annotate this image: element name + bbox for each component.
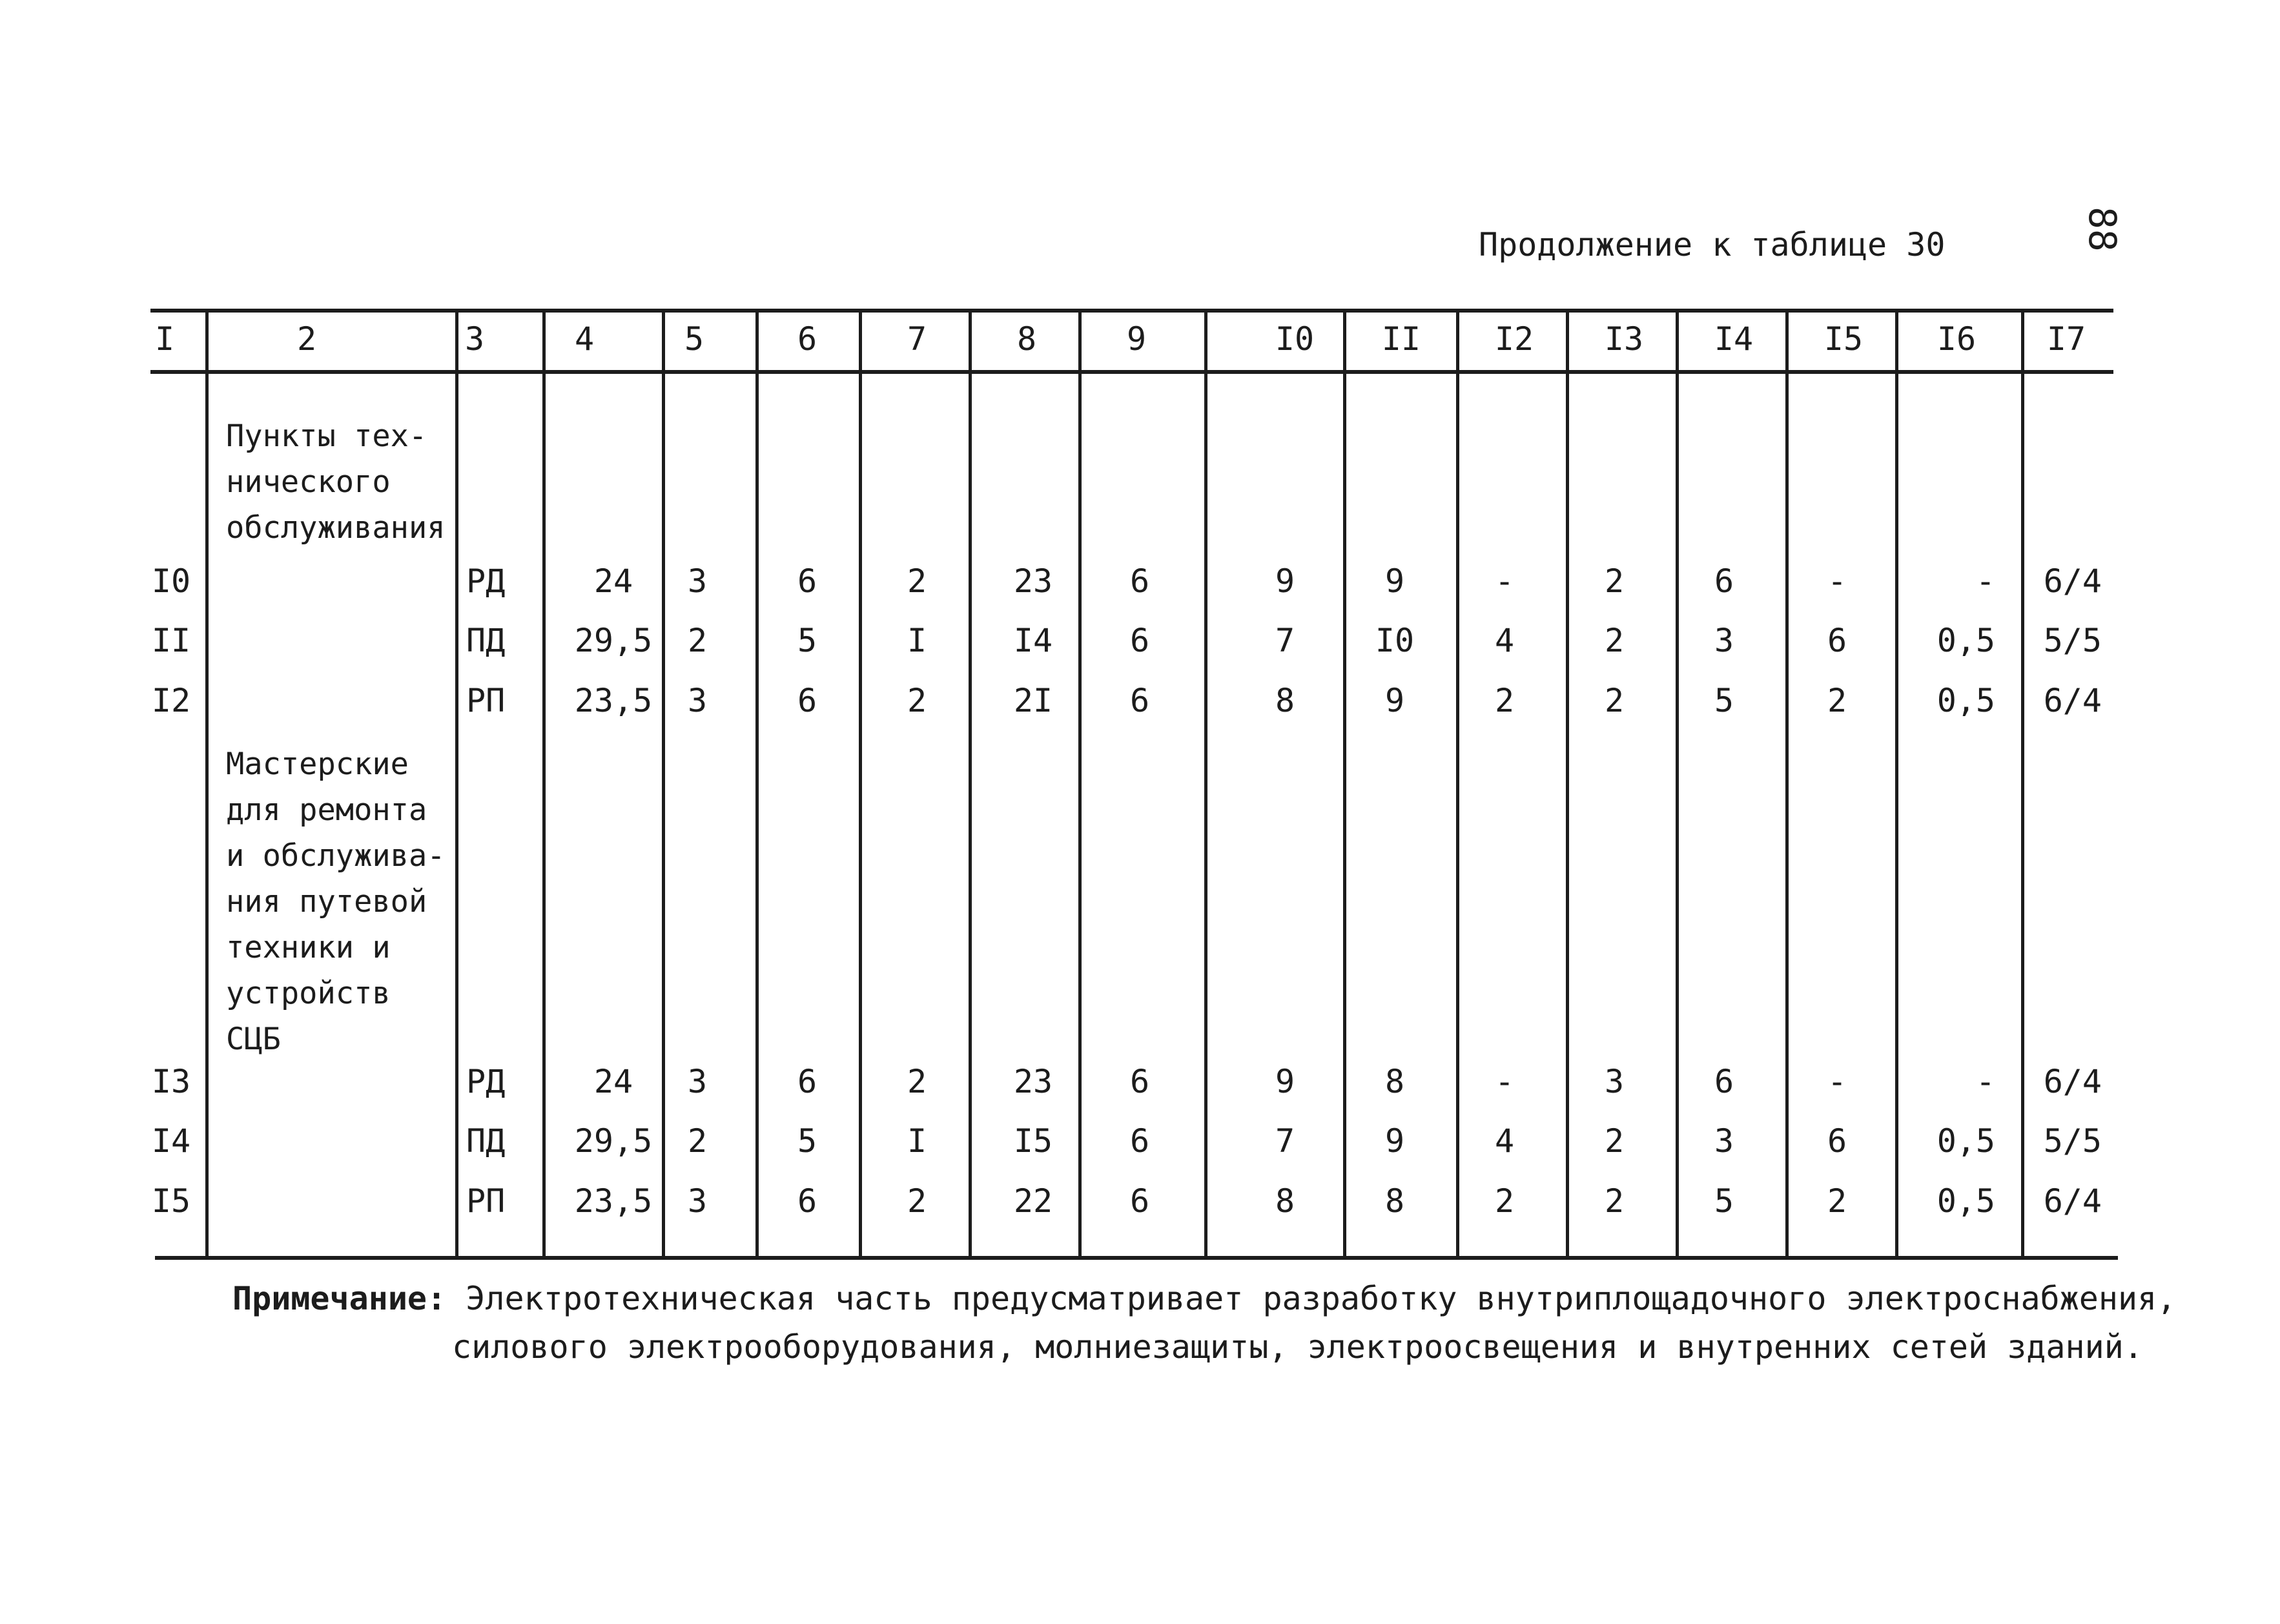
header-cell: II <box>1381 320 1421 358</box>
table-cell: 8 <box>1384 1063 1405 1100</box>
table-cell: 2 <box>1494 1182 1515 1220</box>
table-cell: 4 <box>1494 622 1515 659</box>
table-cell: 6 <box>797 562 817 600</box>
table-cell: 22 <box>1013 1182 1053 1220</box>
table-cell: 4 <box>1494 1122 1515 1160</box>
column-rule <box>542 313 546 1256</box>
table-cell: РП <box>466 682 506 719</box>
table-cell: I <box>907 622 927 659</box>
table-cell: I5 <box>1013 1122 1053 1160</box>
column-rule <box>2021 313 2024 1256</box>
table-cell: II <box>151 622 191 659</box>
table-cell: - <box>1827 562 1847 600</box>
header-cell: I4 <box>1714 320 1754 358</box>
header-cell: 6 <box>797 320 817 358</box>
table-cell: 9 <box>1275 562 1295 600</box>
note-line-1: Электротехническая часть предусматривает разработку внутриплощадочного электроснабжения, <box>466 1280 2177 1317</box>
table-cell: - <box>1494 1063 1515 1100</box>
table-cell: 8 <box>1275 682 1295 719</box>
table-cell: I3 <box>151 1063 191 1100</box>
table-cell: 3 <box>687 562 708 600</box>
table-cell: 3 <box>687 1063 708 1100</box>
table-cell: 6 <box>797 1182 817 1220</box>
table-cell: 6/4 <box>2043 1182 2102 1220</box>
table-cell: 5 <box>797 622 817 659</box>
table-cell: 9 <box>1384 682 1405 719</box>
table-cell: I4 <box>151 1122 191 1160</box>
header-cell: 2 <box>296 320 317 358</box>
table-cell: 2 <box>1604 682 1625 719</box>
table-note <box>232 1269 2176 1328</box>
table-cell: 24 <box>593 562 633 600</box>
table-cell: I0 <box>151 562 191 600</box>
group-label: Мастерские для ремонта и обслужива- ния путевой техники и устройств СЦБ <box>226 746 446 1057</box>
page-number: 88 <box>2080 207 2124 252</box>
table-cell: 2 <box>907 682 927 719</box>
table-cell: 8 <box>1275 1182 1295 1220</box>
table-cell: 6 <box>1714 1063 1734 1100</box>
column-rule <box>662 313 665 1256</box>
table-cell: I <box>907 1122 927 1160</box>
table-cell: 5 <box>797 1122 817 1160</box>
table-cell: 6 <box>1714 562 1734 600</box>
table-cell: 2 <box>1827 1182 1847 1220</box>
header-cell: I7 <box>2046 320 2086 358</box>
table-cell: 2 <box>1604 562 1625 600</box>
table-cell: 6 <box>1129 622 1150 659</box>
continuation-title: Продолжение к таблице 30 <box>1479 226 1946 263</box>
table-cell: 6/4 <box>2043 562 2102 600</box>
table-cell: 7 <box>1275 1122 1295 1160</box>
table-cell: I0 <box>1375 622 1415 659</box>
table-cell: 24 <box>593 1063 633 1100</box>
table-cell: 8 <box>1384 1182 1405 1220</box>
header-cell: I6 <box>1936 320 1977 358</box>
table-cell: 5/5 <box>2043 622 2102 659</box>
table-cell: РП <box>466 1182 506 1220</box>
header-cell: I5 <box>1823 320 1864 358</box>
header-cell: I0 <box>1275 320 1315 358</box>
column-rule <box>1676 313 1679 1256</box>
table-cell: 5 <box>1714 1182 1734 1220</box>
note-line-2: силового электрооборудования, молниезащиты, электроосвещения и внутренних сетей зданий. <box>452 1328 2143 1366</box>
table-cell: 2 <box>687 1122 708 1160</box>
table-cell: I5 <box>151 1182 191 1220</box>
table-cell: - <box>1975 562 1995 600</box>
table-cell: ПД <box>466 1122 506 1160</box>
column-rule <box>1895 313 1898 1256</box>
column-rule <box>1204 313 1207 1256</box>
table-cell: 9 <box>1384 1122 1405 1160</box>
table-cell: 0,5 <box>1936 1122 1995 1160</box>
table-cell: 2 <box>687 622 708 659</box>
column-rule <box>1078 313 1082 1256</box>
column-rule <box>859 313 862 1256</box>
table-cell: 2 <box>1604 1182 1625 1220</box>
table-cell: 6 <box>1827 622 1847 659</box>
table-cell: РД <box>466 562 506 600</box>
table-cell: 3 <box>687 1182 708 1220</box>
table-cell: ПД <box>466 622 506 659</box>
table-cell: 23 <box>1013 562 1053 600</box>
table-cell: 23,5 <box>574 1182 653 1220</box>
table-cell: 6 <box>1129 1182 1150 1220</box>
header-cell: 5 <box>684 320 704 358</box>
table-cell: 2 <box>1604 1122 1625 1160</box>
table-cell: 2 <box>1494 682 1515 719</box>
table-cell: 0,5 <box>1936 1182 1995 1220</box>
table-cell: 6 <box>797 1063 817 1100</box>
table-cell: 6 <box>1129 1122 1150 1160</box>
table-cell: 5/5 <box>2043 1122 2102 1160</box>
table-cell: 6/4 <box>2043 1063 2102 1100</box>
column-rule <box>455 313 458 1256</box>
table-cell: 2I <box>1013 682 1053 719</box>
table-cell: - <box>1975 1063 1995 1100</box>
column-rule <box>205 313 209 1256</box>
table-cell: 5 <box>1714 682 1734 719</box>
header-cell: 9 <box>1126 320 1147 358</box>
table-cell: - <box>1827 1063 1847 1100</box>
table-cell: 3 <box>687 682 708 719</box>
table-cell: 3 <box>1714 622 1734 659</box>
header-cell: 4 <box>574 320 595 358</box>
table-cell: 2 <box>1827 682 1847 719</box>
table-cell: 6 <box>1129 562 1150 600</box>
table-cell: 6 <box>797 682 817 719</box>
column-rule <box>969 313 972 1256</box>
table-cell: 3 <box>1604 1063 1625 1100</box>
table-cell: 6/4 <box>2043 682 2102 719</box>
table-cell: 2 <box>907 1182 927 1220</box>
table-bottom-rule <box>155 1256 2118 1260</box>
table-cell: - <box>1494 562 1515 600</box>
table-cell: I4 <box>1013 622 1053 659</box>
table-cell: I2 <box>151 682 191 719</box>
table-cell: 7 <box>1275 622 1295 659</box>
table-cell: 0,5 <box>1936 622 1995 659</box>
header-cell: 8 <box>1016 320 1037 358</box>
table-cell: 2 <box>907 1063 927 1100</box>
table-cell: 6 <box>1129 682 1150 719</box>
table-cell: 9 <box>1275 1063 1295 1100</box>
column-rule <box>755 313 759 1256</box>
header-cell: I <box>155 320 175 358</box>
column-rule <box>1566 313 1569 1256</box>
table-top-rule <box>150 309 2113 313</box>
table-cell: 2 <box>907 562 927 600</box>
table-cell: 23,5 <box>574 682 653 719</box>
table-cell: 29,5 <box>574 622 653 659</box>
table-cell: 6 <box>1827 1122 1847 1160</box>
header-cell: I3 <box>1604 320 1644 358</box>
table-cell: 2 <box>1604 622 1625 659</box>
table-cell: 29,5 <box>574 1122 653 1160</box>
table-cell: 23 <box>1013 1063 1053 1100</box>
table-cell: 3 <box>1714 1122 1734 1160</box>
header-cell: I2 <box>1494 320 1534 358</box>
column-rule <box>1785 313 1789 1256</box>
table-cell: 0,5 <box>1936 682 1995 719</box>
column-rule <box>1456 313 1459 1256</box>
header-cell: 7 <box>907 320 927 358</box>
header-bottom-rule <box>150 370 2113 374</box>
table-cell: 9 <box>1384 562 1405 600</box>
header-cell: 3 <box>465 320 485 358</box>
table-cell: РД <box>466 1063 506 1100</box>
note-title: Примечание: <box>232 1280 447 1317</box>
column-rule <box>1343 313 1346 1256</box>
group-label: Пункты тех- нического обслуживания <box>226 418 446 546</box>
table-cell: 6 <box>1129 1063 1150 1100</box>
